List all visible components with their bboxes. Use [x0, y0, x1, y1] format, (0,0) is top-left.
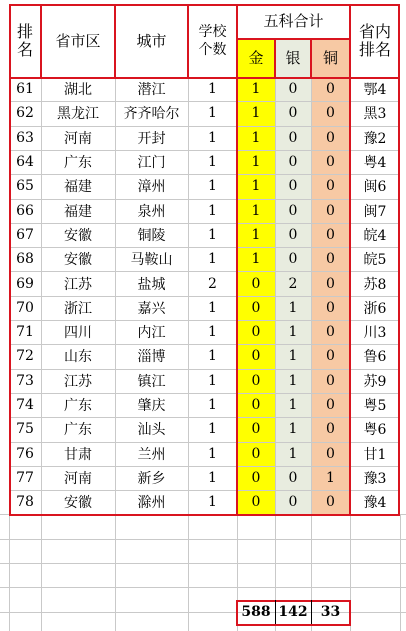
table-cell-prank[interactable]: 川3 [363, 325, 387, 342]
table-cell-bronze[interactable]: 0 [326, 275, 335, 292]
table-cell-province[interactable]: 甘肃 [64, 446, 92, 463]
table-cell-bronze[interactable]: 0 [326, 445, 335, 462]
table-cell-gold[interactable]: 0 [251, 299, 261, 316]
table-cell-gold[interactable]: 1 [251, 251, 261, 268]
row-divider [9, 101, 400, 102]
table-cell-prank[interactable]: 鲁6 [363, 349, 387, 366]
table-cell-province[interactable]: 黑龙江 [57, 106, 99, 123]
totals-left-border [236, 600, 238, 626]
row-divider [9, 320, 400, 321]
table-left-border [9, 4, 11, 516]
table-cell-city[interactable]: 开封 [137, 130, 166, 147]
gridline-h [0, 539, 406, 540]
table-cell-bronze[interactable]: 0 [326, 178, 335, 195]
column-divider [115, 77, 116, 514]
table-cell-bronze[interactable]: 0 [326, 154, 335, 171]
table-cell-city[interactable]: 铜陵 [137, 227, 166, 244]
table-cell-schools[interactable]: 1 [208, 226, 217, 243]
table-cell-silver[interactable]: 1 [288, 348, 298, 365]
row-divider [9, 271, 400, 272]
table-cell-gold[interactable]: 1 [251, 81, 261, 98]
column-divider [311, 77, 312, 514]
header-province-rank[interactable] [350, 4, 400, 77]
header-gold[interactable]: 金 [248, 48, 264, 67]
table-cell-rank[interactable]: 68 [16, 251, 34, 268]
table-cell-schools[interactable]: 1 [208, 324, 217, 341]
table-cell-prank[interactable]: 豫2 [363, 130, 387, 147]
row-divider [9, 174, 400, 175]
table-cell-province[interactable]: 广东 [64, 422, 92, 439]
table-cell-bronze[interactable]: 0 [326, 251, 335, 268]
table-cell-province[interactable]: 江苏 [64, 373, 92, 390]
gridline-v [188, 514, 189, 631]
table-cell-city[interactable]: 内江 [137, 325, 166, 342]
table-cell-gold[interactable]: 1 [251, 178, 261, 195]
table-cell-silver[interactable]: 0 [288, 494, 298, 511]
table-cell-bronze[interactable]: 0 [326, 494, 335, 511]
totals-top-border [237, 600, 350, 602]
table-cell-rank[interactable]: 61 [16, 81, 34, 98]
header-five-subjects-bottom [237, 38, 350, 40]
total-bronze[interactable]: 33 [320, 604, 341, 620]
table-cell-bronze[interactable]: 0 [326, 372, 335, 389]
table-cell-silver[interactable]: 0 [288, 251, 298, 268]
table-cell-province[interactable]: 福建 [64, 203, 92, 220]
table-cell-city[interactable]: 江门 [137, 155, 166, 172]
table-cell-prank[interactable]: 闽7 [363, 203, 387, 220]
header-divider [40, 4, 42, 77]
table-cell-prank[interactable]: 粤6 [363, 422, 387, 439]
table-cell-silver[interactable]: 1 [288, 421, 298, 438]
table-cell-rank[interactable]: 74 [16, 397, 34, 414]
table-cell-schools[interactable]: 1 [208, 372, 217, 389]
table-cell-city[interactable]: 兰州 [137, 446, 166, 463]
header-rank[interactable] [9, 4, 41, 77]
table-cell-gold[interactable]: 0 [251, 372, 261, 389]
table-cell-schools[interactable]: 1 [208, 178, 217, 195]
table-cell-prank[interactable]: 苏8 [363, 276, 387, 293]
header-divider [310, 38, 312, 77]
table-cell-schools[interactable]: 1 [208, 299, 217, 316]
table-cell-province[interactable]: 福建 [64, 179, 92, 196]
table-cell-province[interactable]: 湖北 [64, 82, 92, 99]
table-cell-gold[interactable]: 1 [251, 202, 261, 219]
table-cell-rank[interactable]: 72 [16, 348, 34, 365]
header-province-rank-line2: 排名 [358, 39, 391, 59]
table-cell-gold[interactable]: 0 [251, 494, 261, 511]
row-divider [9, 223, 400, 224]
column-divider [41, 77, 42, 514]
table-cell-city[interactable]: 盐城 [137, 276, 166, 293]
table-cell-rank[interactable]: 75 [16, 421, 34, 438]
table-cell-prank[interactable]: 苏9 [363, 373, 387, 390]
row-divider [9, 466, 400, 467]
table-cell-silver[interactable]: 2 [288, 275, 298, 292]
table-cell-prank[interactable]: 皖4 [363, 227, 387, 244]
gridline-v [41, 514, 42, 631]
table-cell-schools[interactable]: 1 [208, 154, 217, 171]
table-cell-gold[interactable]: 0 [251, 324, 261, 341]
table-cell-city[interactable]: 齐齐哈尔 [123, 106, 180, 123]
table-cell-schools[interactable]: 1 [208, 105, 217, 122]
table-cell-province[interactable]: 河南 [64, 470, 92, 487]
gridline-h [0, 563, 406, 564]
table-cell-city[interactable]: 嘉兴 [137, 300, 166, 317]
header-school-count[interactable] [188, 4, 237, 77]
row-divider [9, 296, 400, 297]
total-silver[interactable]: 142 [278, 604, 308, 620]
table-cell-gold[interactable]: 0 [251, 397, 261, 414]
table-cell-prank[interactable]: 豫4 [363, 495, 387, 512]
table-cell-city[interactable]: 镇江 [137, 373, 166, 390]
table-cell-province[interactable]: 广东 [64, 398, 92, 415]
table-cell-city[interactable]: 马鞍山 [130, 252, 173, 269]
gridline-v [9, 514, 10, 631]
table-cell-prank[interactable]: 闽6 [363, 179, 387, 196]
table-cell-gold[interactable]: 0 [251, 275, 261, 292]
totals-right-border [349, 600, 351, 626]
row-divider [9, 247, 400, 248]
table-cell-schools[interactable]: 1 [208, 251, 217, 268]
table-cell-schools[interactable]: 1 [208, 129, 217, 146]
table-cell-gold[interactable]: 0 [251, 348, 261, 365]
gridline-h [0, 587, 406, 588]
table-cell-province[interactable]: 安徽 [64, 252, 92, 269]
table-cell-prank[interactable]: 鄂4 [363, 82, 387, 99]
row-divider [9, 344, 400, 345]
table-cell-bronze[interactable]: 0 [326, 299, 335, 316]
table-cell-city[interactable]: 汕头 [137, 422, 166, 439]
table-cell-silver[interactable]: 0 [288, 129, 298, 146]
table-cell-rank[interactable]: 76 [16, 445, 34, 462]
table-cell-city[interactable]: 滁州 [137, 495, 166, 512]
table-cell-silver[interactable]: 0 [288, 202, 298, 219]
totals-divider [311, 600, 312, 624]
table-cell-bronze[interactable]: 0 [326, 129, 335, 146]
table-cell-schools[interactable]: 1 [208, 397, 217, 414]
row-divider [9, 393, 400, 394]
table-cell-rank[interactable]: 64 [16, 154, 34, 171]
table-cell-rank[interactable]: 63 [16, 129, 34, 146]
table-cell-prank[interactable]: 粤4 [363, 155, 387, 172]
table-cell-silver[interactable]: 0 [288, 105, 298, 122]
table-cell-schools[interactable]: 2 [208, 275, 217, 292]
table-cell-schools[interactable]: 1 [208, 81, 217, 98]
header-province-rank-line1: 省内 [358, 21, 391, 41]
header-bronze[interactable]: 铜 [322, 48, 338, 67]
table-cell-rank[interactable]: 73 [16, 372, 34, 389]
table-cell-silver[interactable]: 1 [288, 372, 298, 389]
table-cell-rank[interactable]: 67 [16, 226, 34, 243]
table-top-border [9, 4, 400, 6]
table-cell-gold[interactable]: 1 [251, 226, 261, 243]
table-cell-silver[interactable]: 0 [288, 154, 298, 171]
table-cell-gold[interactable]: 0 [251, 445, 261, 462]
table-cell-silver[interactable]: 0 [288, 178, 298, 195]
table-cell-city[interactable]: 淄博 [137, 349, 166, 366]
header-rank-line2: 名 [16, 39, 33, 59]
table-cell-gold[interactable]: 1 [251, 154, 261, 171]
table-cell-silver[interactable]: 0 [288, 469, 298, 486]
table-cell-silver[interactable]: 1 [288, 397, 298, 414]
header-school-count-line1: 学校 [198, 23, 227, 40]
table-cell-schools[interactable]: 1 [208, 202, 217, 219]
table-cell-province[interactable]: 浙江 [64, 300, 92, 317]
table-cell-prank[interactable]: 粤5 [363, 398, 387, 415]
table-cell-bronze[interactable]: 0 [326, 226, 335, 243]
table-cell-bronze[interactable]: 0 [326, 105, 335, 122]
header-divider [187, 4, 189, 77]
table-cell-bronze[interactable]: 0 [326, 348, 335, 365]
row-divider [9, 199, 400, 200]
row-divider [9, 369, 400, 370]
table-cell-prank[interactable]: 皖5 [363, 252, 387, 269]
header-five-subjects[interactable]: 五科合计 [263, 12, 324, 30]
table-cell-silver[interactable]: 0 [288, 226, 298, 243]
medal-block-left-border [236, 4, 238, 516]
table-cell-prank[interactable]: 甘1 [363, 446, 387, 463]
header-divider [274, 38, 276, 77]
table-cell-bronze[interactable]: 1 [326, 469, 335, 486]
row-divider [9, 417, 400, 418]
row-divider [9, 442, 400, 443]
table-cell-province[interactable]: 河南 [64, 130, 92, 147]
table-cell-schools[interactable]: 1 [208, 469, 217, 486]
header-silver[interactable]: 银 [285, 48, 301, 67]
table-cell-rank[interactable]: 65 [16, 178, 34, 195]
table-cell-province[interactable]: 安徽 [64, 227, 92, 244]
header-divider [114, 4, 116, 77]
column-divider [275, 77, 276, 514]
table-cell-province[interactable]: 四川 [64, 325, 92, 342]
table-cell-silver[interactable]: 1 [288, 299, 298, 316]
table-bottom-border [9, 514, 400, 516]
table-cell-province[interactable]: 安徽 [64, 495, 92, 512]
table-cell-prank[interactable]: 浙6 [363, 300, 387, 317]
table-cell-rank[interactable]: 77 [16, 469, 34, 486]
table-cell-rank[interactable]: 78 [16, 494, 34, 511]
table-cell-prank[interactable]: 黑3 [363, 106, 387, 123]
column-divider [188, 77, 189, 514]
table-cell-city[interactable]: 漳州 [137, 179, 166, 196]
table-cell-prank[interactable]: 豫3 [363, 470, 387, 487]
gridline-v [400, 514, 401, 631]
totals-divider [275, 600, 276, 624]
table-cell-province[interactable]: 广东 [64, 155, 92, 172]
table-cell-bronze[interactable]: 0 [326, 397, 335, 414]
table-cell-rank[interactable]: 69 [16, 275, 34, 292]
table-cell-rank[interactable]: 66 [16, 202, 34, 219]
totals-bottom-border [237, 624, 350, 626]
table-cell-gold[interactable]: 1 [251, 105, 261, 122]
table-cell-silver[interactable]: 1 [288, 445, 298, 462]
medal-block-right-border [349, 4, 351, 516]
row-divider [9, 490, 400, 491]
table-cell-rank[interactable]: 62 [16, 105, 34, 122]
table-cell-schools[interactable]: 1 [208, 348, 217, 365]
table-cell-bronze[interactable]: 0 [326, 324, 335, 341]
header-city[interactable]: 城市 [136, 31, 167, 50]
table-cell-silver[interactable]: 1 [288, 324, 298, 341]
row-divider [9, 126, 400, 127]
table-cell-city[interactable]: 肇庆 [137, 398, 166, 415]
gridline-v [115, 514, 116, 631]
total-gold[interactable]: 588 [241, 604, 271, 620]
table-cell-city[interactable]: 泉州 [137, 203, 166, 220]
header-school-count-line2: 个数 [198, 41, 227, 58]
table-cell-city[interactable]: 潜江 [137, 82, 166, 99]
table-cell-schools[interactable]: 1 [208, 445, 217, 462]
table-cell-schools[interactable]: 1 [208, 421, 217, 438]
header-rank-line1: 排 [16, 21, 33, 41]
table-cell-gold[interactable]: 0 [251, 421, 261, 438]
table-cell-bronze[interactable]: 0 [326, 421, 335, 438]
table-cell-gold[interactable]: 1 [251, 129, 261, 146]
table-cell-bronze[interactable]: 0 [326, 81, 335, 98]
table-cell-province[interactable]: 江苏 [64, 276, 92, 293]
row-divider [9, 150, 400, 151]
header-bottom-border [9, 77, 400, 79]
table-cell-rank[interactable]: 70 [16, 299, 34, 316]
table-cell-city[interactable]: 新乡 [137, 470, 166, 487]
table-right-border [398, 4, 400, 516]
table-cell-silver[interactable]: 0 [288, 81, 298, 98]
table-cell-bronze[interactable]: 0 [326, 202, 335, 219]
header-province[interactable]: 省市区 [55, 31, 101, 50]
table-cell-gold[interactable]: 0 [251, 469, 261, 486]
table-cell-schools[interactable]: 1 [208, 494, 217, 511]
table-cell-rank[interactable]: 71 [16, 324, 34, 341]
table-cell-province[interactable]: 山东 [64, 349, 92, 366]
